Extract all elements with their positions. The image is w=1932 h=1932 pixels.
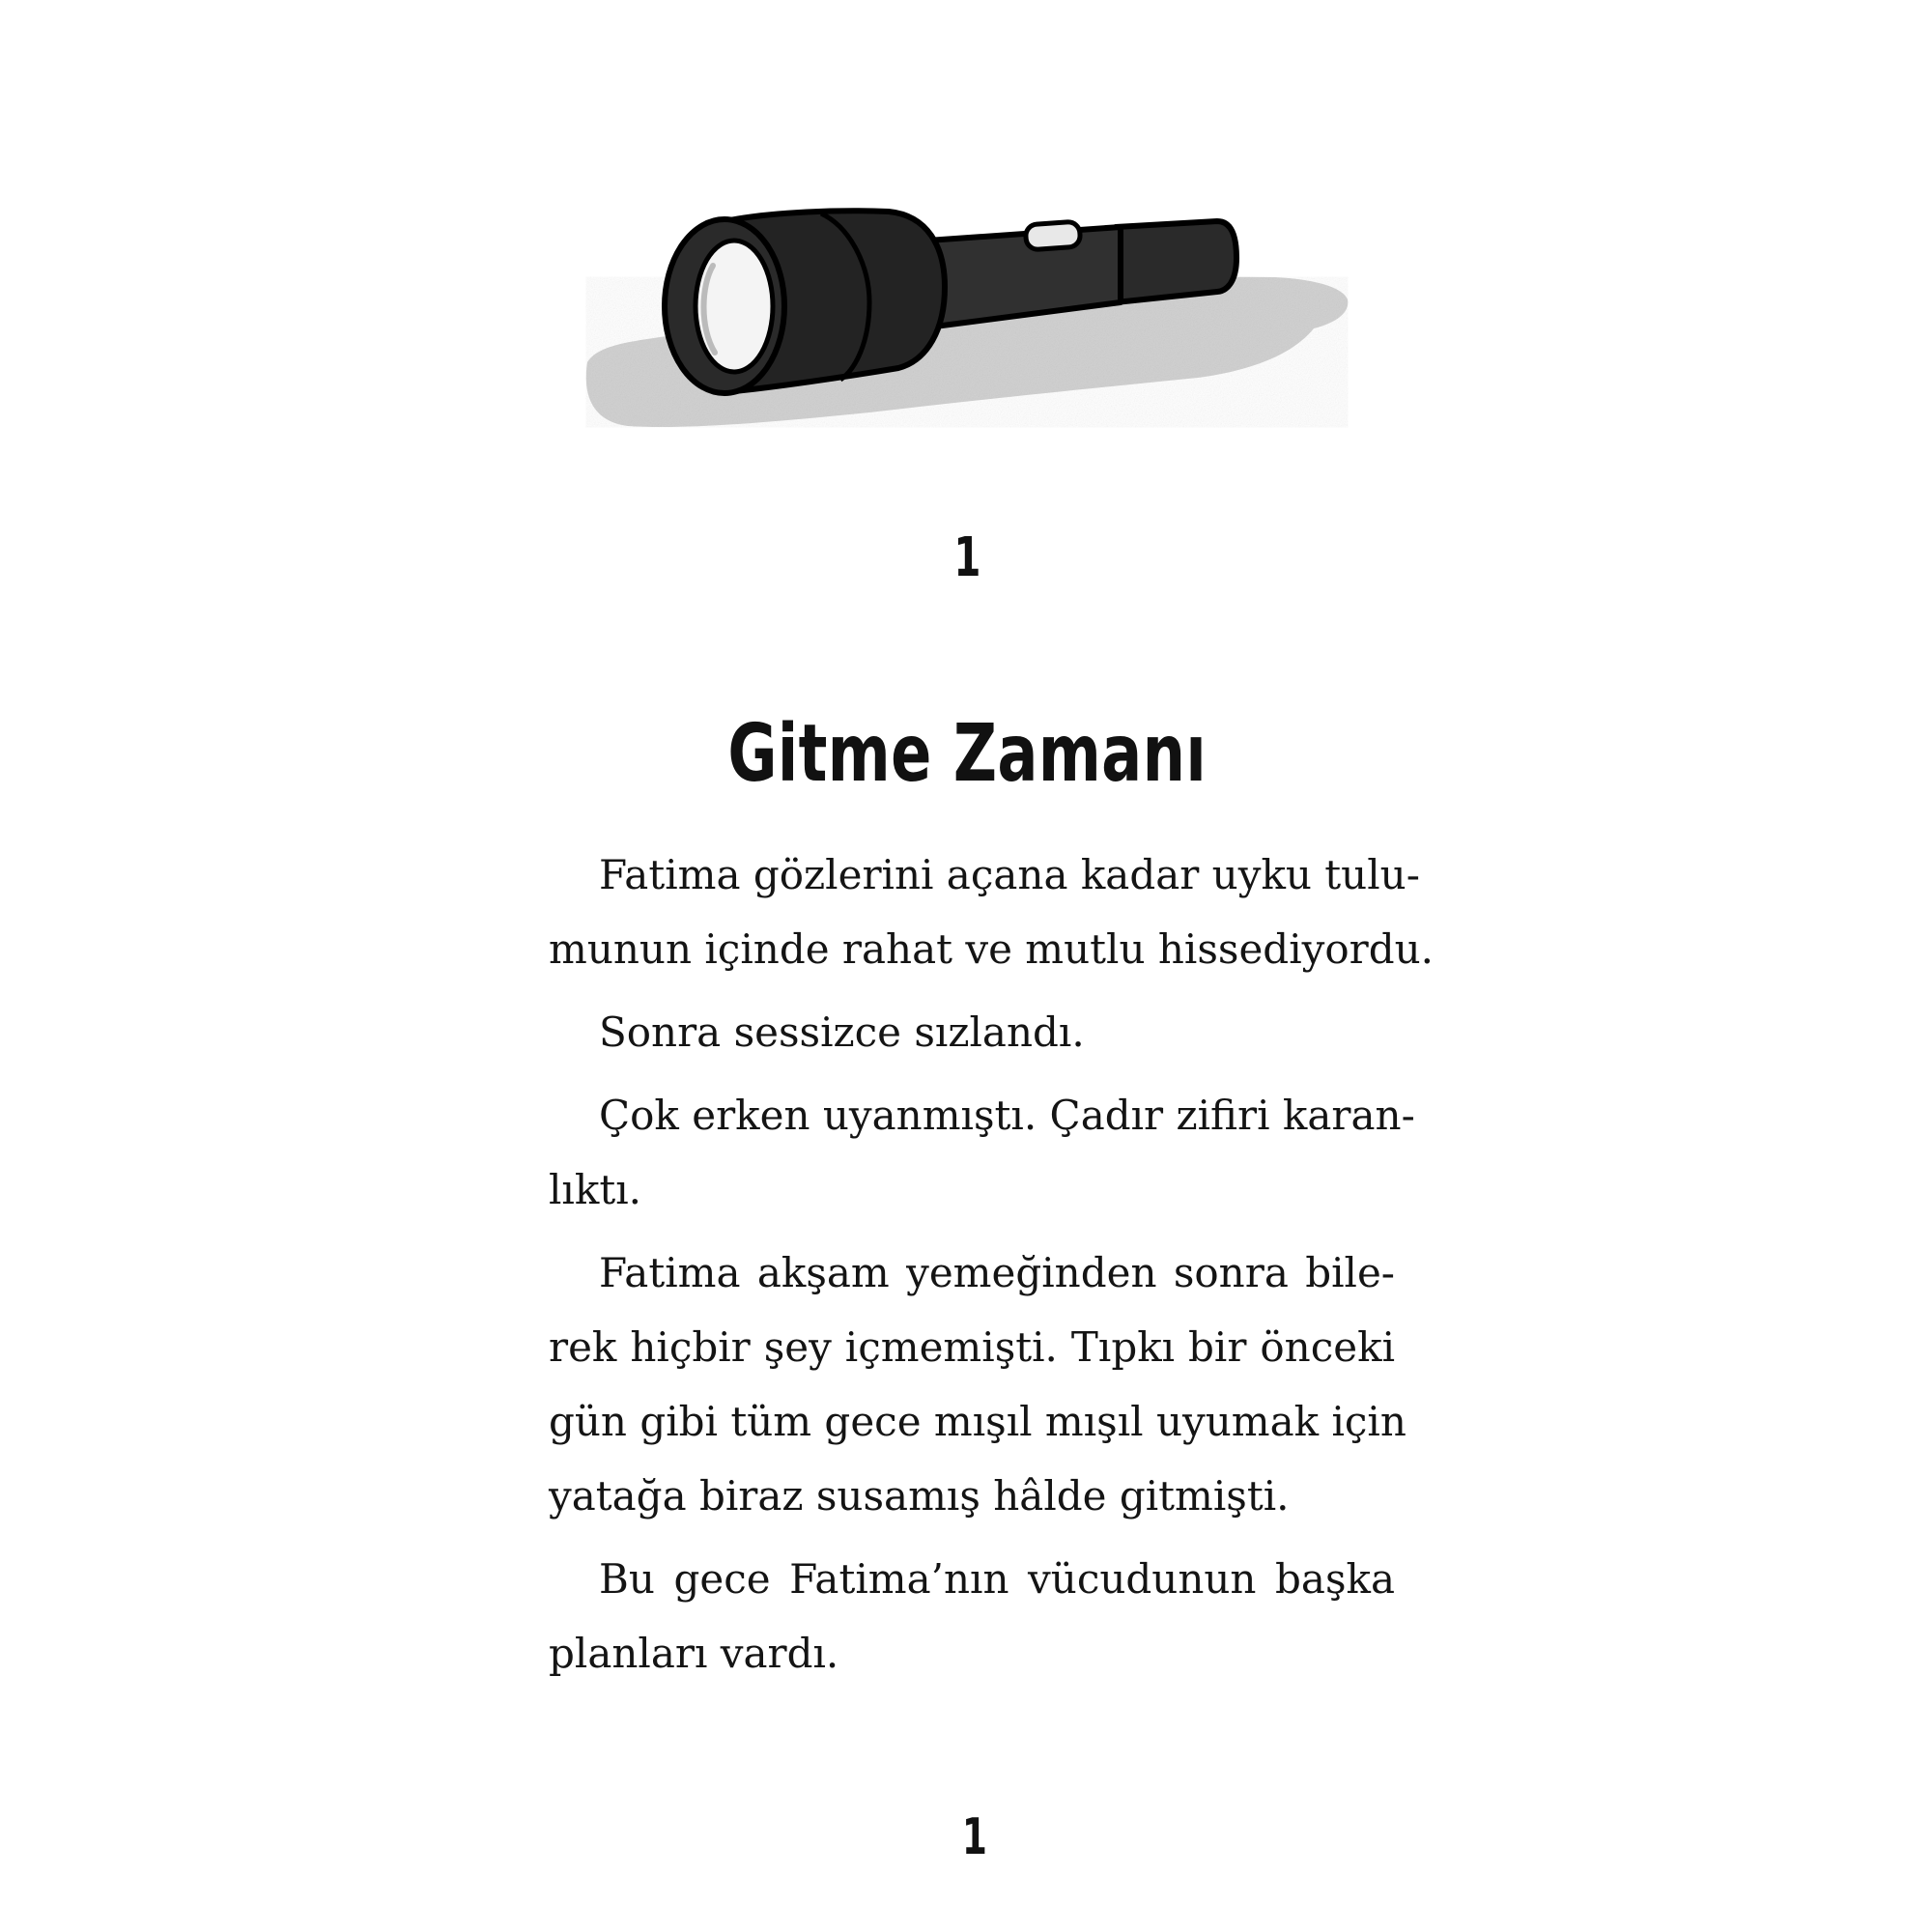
paragraph [549, 838, 1435, 986]
flashlight-lens [696, 241, 773, 372]
body-text [549, 838, 1435, 1699]
flashlight-switch [1025, 221, 1081, 250]
text-line: Fatima gözlerini açana kadar uyku tulu- [599, 851, 1420, 898]
text-line: Fatima akşam yemeğinden sonra bile- [599, 1249, 1395, 1296]
paragraph [549, 1236, 1406, 1533]
flashlight-icon [580, 198, 1352, 440]
text-line: rek hiçbir şey içmemişti. Tıpkı bir önceki [549, 1323, 1395, 1371]
chapter-number: 1 [953, 526, 981, 589]
text-line: Çok erken uyanmıştı. Çadır zifiri karan- [599, 1092, 1415, 1139]
text-line: Sonra sessizce sızlandı. [599, 1009, 1085, 1056]
text-line: Bu gece Fatima’nın vücudunun başka [599, 1555, 1395, 1603]
text-line: planları vardı. [549, 1630, 839, 1677]
text-line: yatağa biraz susamış hâlde gitmişti. [549, 1472, 1290, 1520]
text-line: gün gibi tüm gece mışıl mışıl uyumak için [549, 1398, 1406, 1445]
paragraph [549, 1542, 1395, 1690]
page-number: 1 [961, 1808, 987, 1866]
flashlight-tail [1116, 221, 1236, 302]
paragraph [549, 1078, 1415, 1227]
paragraph [549, 995, 1395, 1069]
text-line: lıktı. [549, 1166, 641, 1213]
chapter-title: Gitme Zamanı [727, 708, 1208, 800]
text-line: munun içinde rahat ve mutlu hissediyordu. [549, 925, 1435, 973]
